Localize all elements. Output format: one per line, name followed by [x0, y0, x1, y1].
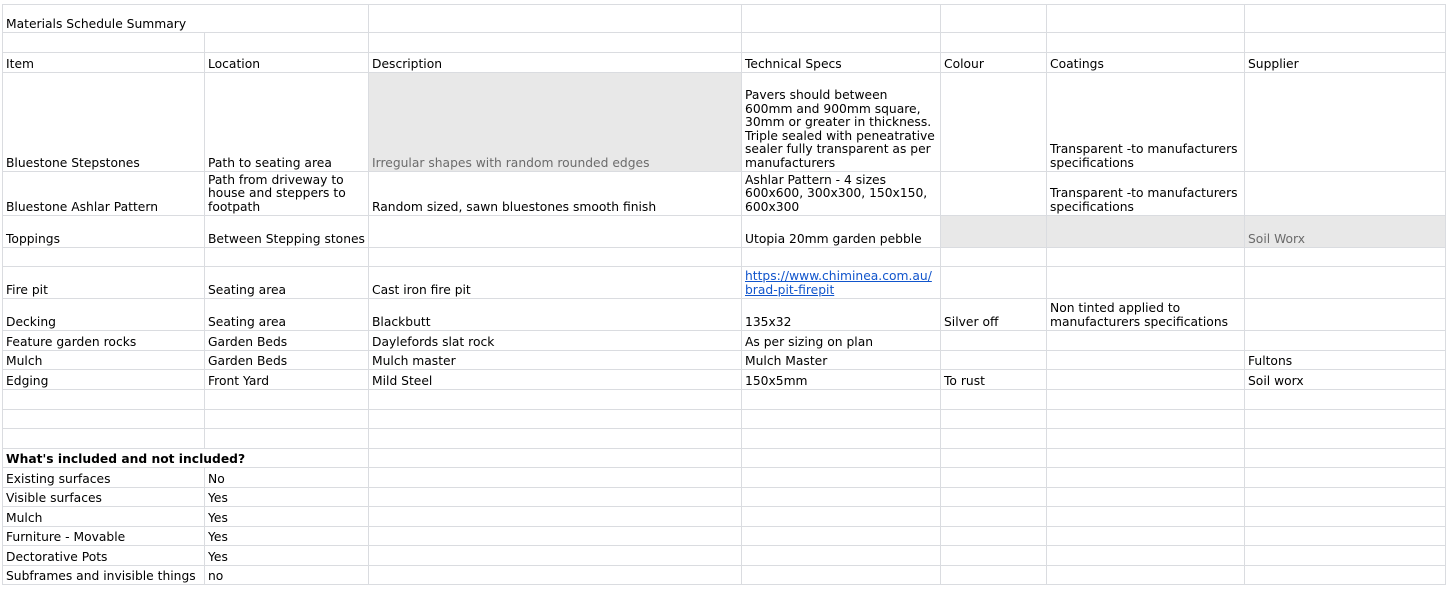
- cell[interactable]: [742, 546, 941, 566]
- cell-coatings[interactable]: [1047, 351, 1245, 370]
- header-technical-specs[interactable]: Technical Specs: [742, 53, 941, 73]
- cell-colour[interactable]: [941, 351, 1047, 370]
- cell-description[interactable]: Blackbutt: [369, 299, 742, 331]
- cell[interactable]: [941, 566, 1047, 585]
- cell[interactable]: [1245, 449, 1446, 468]
- cell-supplier[interactable]: [1245, 73, 1446, 172]
- cell-supplier[interactable]: [1245, 299, 1446, 331]
- cell[interactable]: [1047, 390, 1245, 410]
- header-coatings[interactable]: Coatings: [1047, 53, 1245, 73]
- header-colour[interactable]: Colour: [941, 53, 1047, 73]
- title-row: [3, 5, 1446, 33]
- cell[interactable]: [742, 390, 941, 410]
- cell[interactable]: [3, 248, 205, 267]
- cell-location[interactable]: Seating area: [205, 267, 369, 299]
- cell-colour[interactable]: Silver off: [941, 299, 1047, 331]
- cell-item[interactable]: Toppings: [3, 216, 205, 248]
- cell[interactable]: [941, 468, 1047, 488]
- cell[interactable]: [1245, 546, 1446, 566]
- header-row: [3, 53, 1446, 73]
- table-row: [3, 351, 1446, 370]
- cell[interactable]: [742, 429, 941, 449]
- cell-coatings[interactable]: Transparent -to manufacturers specifications: [1047, 172, 1245, 216]
- cell-coatings[interactable]: [1047, 331, 1245, 351]
- cell-coatings[interactable]: [1047, 216, 1245, 248]
- cell-item[interactable]: Bluestone Ashlar Pattern: [3, 172, 205, 216]
- cell[interactable]: [742, 449, 941, 468]
- cell-location[interactable]: Front Yard: [205, 370, 369, 390]
- cell-specs: [742, 267, 941, 299]
- cell[interactable]: [941, 507, 1047, 527]
- cell[interactable]: [742, 410, 941, 429]
- page-title[interactable]: Materials Schedule Summary: [3, 5, 369, 33]
- cell[interactable]: [1047, 410, 1245, 429]
- cell[interactable]: [369, 546, 742, 566]
- cell[interactable]: [205, 390, 369, 410]
- table-row: [3, 216, 1446, 248]
- cell[interactable]: [3, 390, 205, 410]
- cell[interactable]: [742, 566, 941, 585]
- cell-supplier[interactable]: Fultons: [1245, 351, 1446, 370]
- cell-supplier[interactable]: [1245, 331, 1446, 351]
- table-row: [3, 370, 1446, 390]
- cell[interactable]: [369, 33, 742, 53]
- cell[interactable]: [941, 429, 1047, 449]
- cell[interactable]: [1047, 488, 1245, 507]
- cell-item[interactable]: Edging: [3, 370, 205, 390]
- included-heading[interactable]: What's included and not included?: [3, 449, 369, 468]
- table-row: [3, 248, 1446, 267]
- cell[interactable]: [742, 507, 941, 527]
- table-row: [3, 449, 1446, 468]
- cell-specs[interactable]: 135x32: [742, 299, 941, 331]
- cell[interactable]: [369, 429, 742, 449]
- table-row: [3, 488, 1446, 507]
- cell-coatings[interactable]: [1047, 267, 1245, 299]
- included-label[interactable]: Existing surfaces: [3, 468, 205, 488]
- cell[interactable]: [205, 429, 369, 449]
- table-row: [3, 566, 1446, 585]
- table-row: [3, 410, 1446, 429]
- cell[interactable]: [369, 5, 742, 33]
- cell-supplier[interactable]: Soil worx: [1245, 370, 1446, 390]
- table-row: [3, 33, 1446, 53]
- cell[interactable]: [941, 5, 1047, 33]
- cell-supplier[interactable]: [1245, 267, 1446, 299]
- cell[interactable]: [941, 546, 1047, 566]
- cell-coatings[interactable]: Non tinted applied to manufacturers specifications: [1047, 299, 1245, 331]
- cell-item[interactable]: Mulch: [3, 351, 205, 370]
- table-row: [3, 299, 1446, 331]
- cell-colour[interactable]: [941, 331, 1047, 351]
- cell-colour[interactable]: [941, 216, 1047, 248]
- cell[interactable]: [369, 468, 742, 488]
- header-location[interactable]: Location: [205, 53, 369, 73]
- cell-colour[interactable]: [941, 73, 1047, 172]
- cell-location[interactable]: Seating area: [205, 299, 369, 331]
- cell-location[interactable]: Path to seating area: [205, 73, 369, 172]
- cell-coatings[interactable]: Transparent -to manufacturers specifications: [1047, 73, 1245, 172]
- table-row: [3, 331, 1446, 351]
- cell[interactable]: [1245, 566, 1446, 585]
- table-row: [3, 546, 1446, 566]
- cell[interactable]: [941, 390, 1047, 410]
- cell[interactable]: [369, 390, 742, 410]
- spreadsheet-grid: [2, 4, 1446, 585]
- cell-item[interactable]: Decking: [3, 299, 205, 331]
- cell[interactable]: [1047, 468, 1245, 488]
- cell[interactable]: [1047, 527, 1245, 546]
- included-label[interactable]: Mulch: [3, 507, 205, 527]
- cell[interactable]: [3, 33, 205, 53]
- cell[interactable]: [205, 410, 369, 429]
- included-value[interactable]: Yes: [205, 507, 369, 527]
- cell-location[interactable]: Path from driveway to house and steppers to footpath: [205, 172, 369, 216]
- cell[interactable]: [941, 527, 1047, 546]
- cell[interactable]: [742, 468, 941, 488]
- cell[interactable]: [369, 527, 742, 546]
- table-row: [3, 73, 1446, 172]
- table-row: [3, 468, 1446, 488]
- cell[interactable]: [1245, 429, 1446, 449]
- cell[interactable]: [3, 429, 205, 449]
- header-supplier[interactable]: Supplier: [1245, 53, 1446, 73]
- cell-specs[interactable]: Pavers should between 600mm and 900mm square, 30mm or greater in thickness. Triple sealed with peneatrative sealer fully transparent as per manufacturers: [742, 73, 941, 172]
- cell[interactable]: [1245, 5, 1446, 33]
- cell[interactable]: [1047, 449, 1245, 468]
- cell[interactable]: [1245, 507, 1446, 527]
- cell[interactable]: [742, 527, 941, 546]
- cell[interactable]: [1245, 488, 1446, 507]
- table-row: [3, 390, 1446, 410]
- cell[interactable]: [205, 248, 369, 267]
- cell-colour[interactable]: [941, 267, 1047, 299]
- table-row: [3, 429, 1446, 449]
- cell[interactable]: [369, 488, 742, 507]
- cell[interactable]: [1047, 33, 1245, 53]
- cell-item[interactable]: Fire pit: [3, 267, 205, 299]
- cell[interactable]: [941, 410, 1047, 429]
- cell[interactable]: [742, 248, 941, 267]
- cell[interactable]: [3, 410, 205, 429]
- included-label[interactable]: Subframes and invisible things: [3, 566, 205, 585]
- included-label[interactable]: Visible surfaces: [3, 488, 205, 507]
- cell[interactable]: [1245, 527, 1446, 546]
- included-value[interactable]: Yes: [205, 527, 369, 546]
- cell-description[interactable]: Random sized, sawn bluestones smooth finish: [369, 172, 742, 216]
- cell[interactable]: [941, 248, 1047, 267]
- cell-location[interactable]: Between Stepping stones: [205, 216, 369, 248]
- cell-specs[interactable]: Ashlar Pattern - 4 sizes 600x600, 300x300, 150x150, 600x300: [742, 172, 941, 216]
- cell-description[interactable]: Daylefords slat rock: [369, 331, 742, 351]
- cell-colour[interactable]: To rust: [941, 370, 1047, 390]
- cell[interactable]: [1245, 33, 1446, 53]
- cell[interactable]: [1245, 410, 1446, 429]
- cell[interactable]: [742, 488, 941, 507]
- cell-colour[interactable]: [941, 172, 1047, 216]
- cell[interactable]: [1047, 248, 1245, 267]
- cell[interactable]: [369, 449, 742, 468]
- cell-specs[interactable]: Mulch Master: [742, 351, 941, 370]
- included-value[interactable]: Yes: [205, 488, 369, 507]
- included-label[interactable]: Furniture - Movable: [3, 527, 205, 546]
- cell[interactable]: [1245, 468, 1446, 488]
- cell[interactable]: [369, 410, 742, 429]
- included-label[interactable]: Dectorative Pots: [3, 546, 205, 566]
- cell-supplier[interactable]: [1245, 172, 1446, 216]
- cell[interactable]: [1245, 248, 1446, 267]
- cell[interactable]: [941, 33, 1047, 53]
- table-row: [3, 267, 1446, 299]
- included-value[interactable]: no: [205, 566, 369, 585]
- cell[interactable]: [369, 248, 742, 267]
- included-value[interactable]: No: [205, 468, 369, 488]
- cell-description[interactable]: Mulch master: [369, 351, 742, 370]
- cell[interactable]: [941, 449, 1047, 468]
- header-item[interactable]: Item: [3, 53, 205, 73]
- cell[interactable]: [1047, 507, 1245, 527]
- cell-specs[interactable]: As per sizing on plan: [742, 331, 941, 351]
- cell-description[interactable]: Cast iron fire pit: [369, 267, 742, 299]
- cell[interactable]: [1047, 566, 1245, 585]
- cell-specs[interactable]: 150x5mm: [742, 370, 941, 390]
- cell-description[interactable]: Mild Steel: [369, 370, 742, 390]
- cell-coatings[interactable]: [1047, 370, 1245, 390]
- cell[interactable]: [742, 5, 941, 33]
- cell-location[interactable]: Garden Beds: [205, 351, 369, 370]
- cell[interactable]: [1047, 429, 1245, 449]
- included-value[interactable]: Yes: [205, 546, 369, 566]
- cell[interactable]: [742, 33, 941, 53]
- cell[interactable]: [369, 507, 742, 527]
- cell-item[interactable]: Feature garden rocks: [3, 331, 205, 351]
- header-description[interactable]: Description: [369, 53, 742, 73]
- cell-supplier[interactable]: Soil Worx: [1245, 216, 1446, 248]
- firepit-link[interactable]: https://www.chiminea.com.au/brad-pit-firepit: [745, 269, 932, 297]
- table-row: [3, 507, 1446, 527]
- cell-description[interactable]: Irregular shapes with random rounded edges: [369, 73, 742, 172]
- cell[interactable]: [1245, 390, 1446, 410]
- cell[interactable]: [369, 566, 742, 585]
- cell-description[interactable]: [369, 216, 742, 248]
- cell[interactable]: [941, 488, 1047, 507]
- cell[interactable]: [205, 33, 369, 53]
- cell-item[interactable]: Bluestone Stepstones: [3, 73, 205, 172]
- table-row: [3, 172, 1446, 216]
- cell-location[interactable]: Garden Beds: [205, 331, 369, 351]
- cell[interactable]: [1047, 5, 1245, 33]
- cell-specs[interactable]: Utopia 20mm garden pebble: [742, 216, 941, 248]
- table-row: [3, 527, 1446, 546]
- cell[interactable]: [1047, 546, 1245, 566]
